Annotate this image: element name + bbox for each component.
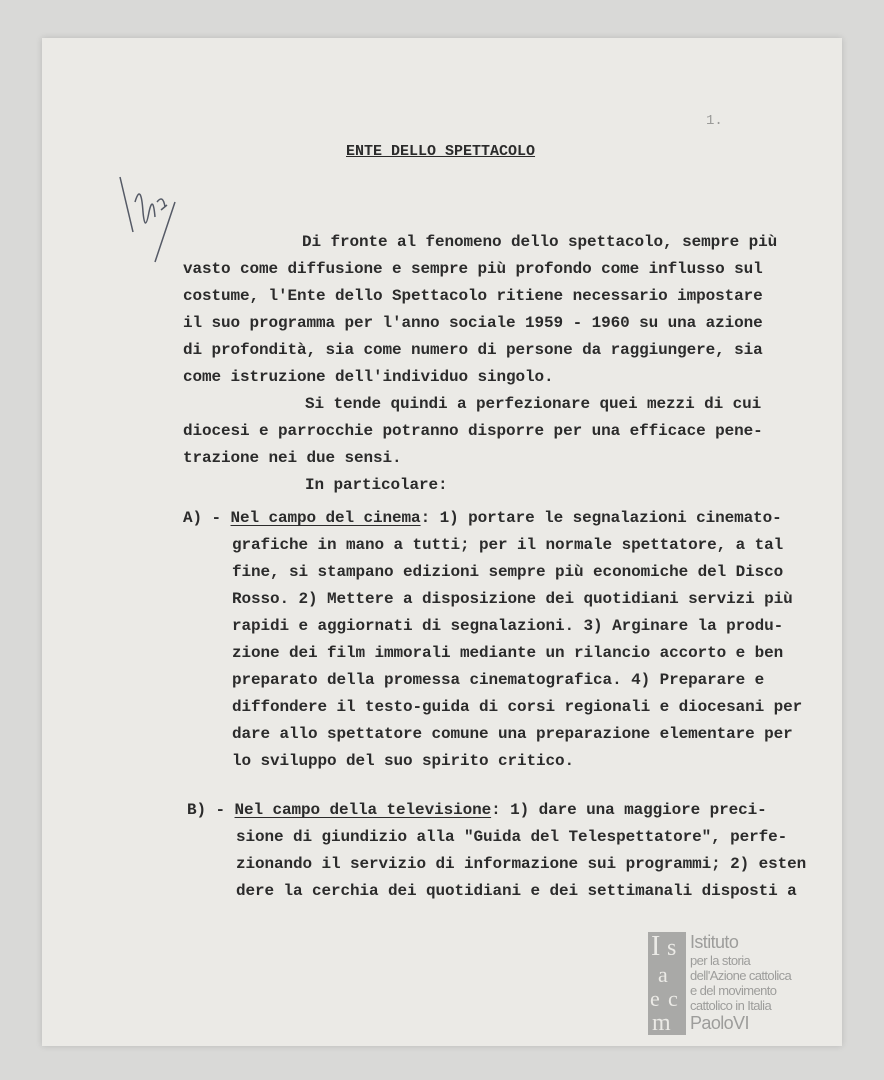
logo-line: cattolico in Italia bbox=[690, 998, 772, 1013]
intro-line: Di fronte al fenomeno dello spettacolo, sempre più bbox=[302, 233, 778, 251]
logo-letter: I bbox=[651, 932, 661, 962]
logo-line: Istituto bbox=[690, 932, 739, 952]
section-a-first-line bbox=[183, 508, 782, 528]
section-a-line: dare allo spettatore comune una preparazione elementare per bbox=[232, 725, 793, 743]
section-a-line: rapidi e aggiornati di segnalazioni. 3) Arginare la produ- bbox=[232, 617, 784, 635]
document-title: ENTE DELLO SPETTACOLO bbox=[346, 143, 536, 160]
section-a-heading: Nel campo del cinema bbox=[230, 509, 421, 527]
section-a-line: fine, si stampano edizioni sempre più economiche del Disco bbox=[232, 563, 784, 581]
intro-line: il suo programma per l'anno sociale 1959 - 1960 su una azione bbox=[183, 314, 763, 332]
intro-line: vasto come diffusione e sempre più profondo come influsso sul bbox=[183, 260, 763, 278]
logo-letter: a bbox=[658, 963, 668, 986]
intro-line: costume, l'Ente dello Spettacolo ritiene necessario impostare bbox=[183, 287, 763, 305]
logo-letter: c bbox=[668, 987, 678, 1010]
logo-letter: s bbox=[667, 935, 677, 961]
section-b-first-line bbox=[187, 800, 767, 820]
logo-line: PaoloVI bbox=[690, 1013, 749, 1033]
intro-line: di profondità, sia come numero di persone da raggiungere, sia bbox=[183, 341, 763, 359]
section-a-marker: A) - bbox=[183, 509, 222, 527]
institute-watermark-logo bbox=[648, 932, 843, 1037]
intro-line: diocesi e parrocchie potranno disporre per una efficace pene- bbox=[183, 422, 763, 440]
logo-letter: e bbox=[650, 987, 660, 1010]
handwritten-annotation bbox=[115, 172, 185, 282]
logo-letters bbox=[648, 932, 686, 1035]
logo-text bbox=[690, 932, 791, 1034]
section-a-line: diffondere il testo-guida di corsi regionali e diocesani per bbox=[232, 698, 803, 716]
section-a-line: preparato della promessa cinematografica. 4) Preparare e bbox=[232, 671, 765, 689]
section-a-line: lo sviluppo del suo spirito critico. bbox=[232, 752, 575, 770]
intro-line: come istruzione dell'individuo singolo. bbox=[183, 368, 554, 386]
logo-line: dell'Azione cattolica bbox=[690, 968, 792, 983]
section-a-line: zione dei film immorali mediante un rilancio accorto e ben bbox=[232, 644, 784, 662]
intro-line: In particolare: bbox=[305, 476, 448, 494]
logo-line: e del movimento bbox=[690, 983, 777, 998]
section-b-marker: B) - bbox=[187, 801, 226, 819]
section-b-line: zionando il servizio di informazione sui programmi; 2) esten bbox=[236, 855, 807, 873]
intro-line: Si tende quindi a perfezionare quei mezzi di cui bbox=[305, 395, 762, 413]
section-b-first-text: : 1) dare una maggiore preci- bbox=[491, 801, 767, 819]
logo-line: per la storia bbox=[690, 953, 751, 968]
intro-line: trazione nei due sensi. bbox=[183, 449, 402, 467]
logo-letter: m bbox=[652, 1011, 671, 1035]
section-b-heading: Nel campo della televisione bbox=[234, 801, 492, 819]
page-number: 1. bbox=[706, 113, 723, 129]
section-a-first-text: : 1) portare le segnalazioni cinemato- bbox=[420, 509, 782, 527]
section-b-line: dere la cerchia dei quotidiani e dei settimanali disposti a bbox=[236, 882, 797, 900]
section-b-line: sione di giundizio alla "Guida del Telespettatore", perfe- bbox=[236, 828, 788, 846]
section-a-line: Rosso. 2) Mettere a disposizione dei quotidiani servizi più bbox=[232, 590, 793, 608]
section-a-line: grafiche in mano a tutti; per il normale spettatore, a tal bbox=[232, 536, 784, 554]
